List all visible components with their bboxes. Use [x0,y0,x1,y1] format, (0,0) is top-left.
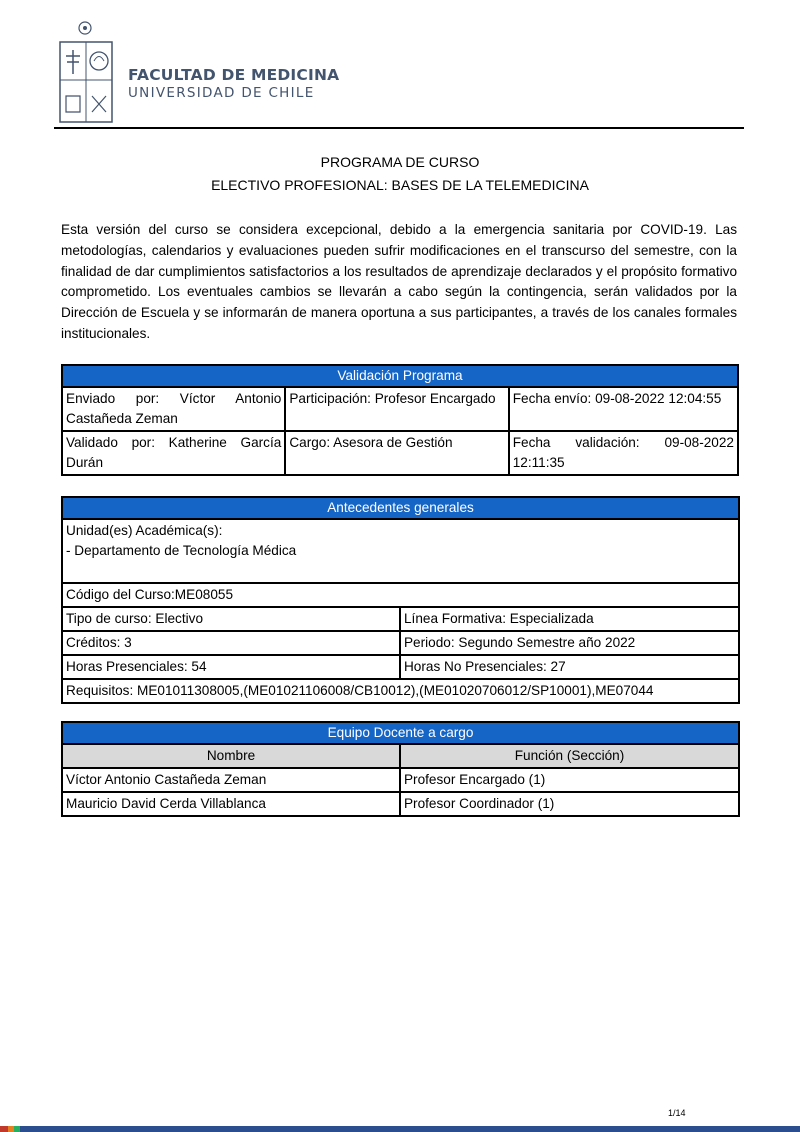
table-row [62,768,739,792]
course-title: ELECTIVO PROFESIONAL: BASES DE LA TELEMEDICINA [211,177,589,193]
column-header-function: Función (Sección) [400,744,739,768]
general-background-table [61,496,740,704]
header-divider [54,127,744,129]
university-crest-logo [52,16,122,124]
teacher-function: Profesor Coordinador (1) [400,792,739,816]
background-heading: Antecedentes generales [62,497,739,519]
remote-hours-cell: Horas No Presenciales: 27 [400,655,739,679]
sent-by-cell: Enviado por: Víctor Antonio Castañeda Zeman [62,387,285,431]
document-title: PROGRAMA DE CURSO [320,154,480,170]
course-code-cell: Código del Curso:ME08055 [62,583,739,607]
requirements-cell: Requisitos: ME01011308005,(ME01021106008/CB10012),(ME01020706012/SP10001),ME07044 [62,679,739,703]
teacher-name: Mauricio David Cerda Villablanca [62,792,400,816]
footer-bar [0,1126,800,1132]
participation-cell: Participación: Profesor Encargado [285,387,508,431]
period-cell: Periodo: Segundo Semestre año 2022 [400,631,739,655]
in-person-hours-cell: Horas Presenciales: 54 [62,655,400,679]
column-header-name: Nombre [62,744,400,768]
page-number: 1/14 [668,1108,686,1118]
footer-accent-green [14,1126,20,1132]
send-date-cell: Fecha envío: 09-08-2022 12:04:55 [509,387,738,431]
intro-paragraph: Esta versión del curso se considera excepcional, debido a la emergencia sanitaria por COVID-19. Las metodologías, calendarios y evaluaciones pueden sufrir modificaciones en el transcurso del semestre, con la finalidad de dar cumplimientos satisfactorios a los resultados de aprendizaje declarados y el propósito formativo comprometido. Los eventuales cambios se llevarán a cabo según la contingencia, serán validados por la Dirección de Escuela y se informarán de manera oportuna a sus participantes, a través de los canales formales institucionales. [61,222,737,341]
teaching-team-heading: Equipo Docente a cargo [62,722,739,744]
footer-accent-red [0,1126,8,1132]
table-row [62,792,739,816]
institution-line2: UNIVERSIDAD DE CHILE [128,85,315,101]
teacher-name: Víctor Antonio Castañeda Zeman [62,768,400,792]
credits-cell: Créditos: 3 [62,631,400,655]
page-header [52,16,742,128]
validation-date-cell: Fecha validación: 09-08-2022 12:11:35 [509,431,738,475]
validation-heading: Validación Programa [62,365,738,387]
position-cell: Cargo: Asesora de Gestión [285,431,508,475]
academic-unit-label: Unidad(es) Académica(s): [66,523,223,538]
teacher-function: Profesor Encargado (1) [400,768,739,792]
teaching-team-table [61,721,740,817]
institution-line1: FACULTAD DE MEDICINA [128,66,340,84]
validation-table [61,364,739,476]
validated-by-cell: Validado por: Katherine García Durán [62,431,285,475]
training-line-cell: Línea Formativa: Especializada [400,607,739,631]
course-type-cell: Tipo de curso: Electivo [62,607,400,631]
academic-unit-value: - Departamento de Tecnología Médica [66,543,297,558]
academic-unit-cell [62,519,739,583]
